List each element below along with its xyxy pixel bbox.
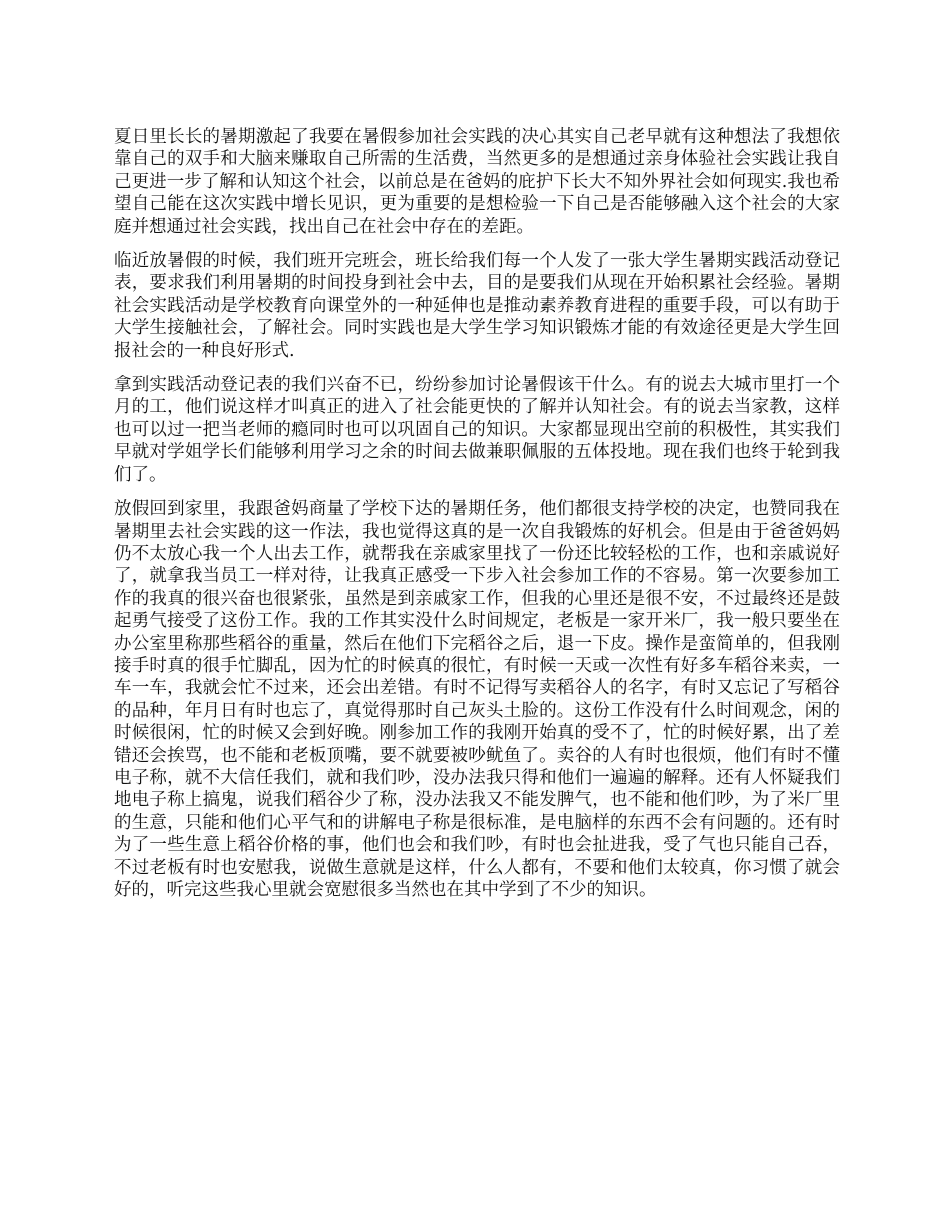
document-body (114, 126, 840, 913)
paragraph-2: 临近放暑假的时候，我们班开完班会，班长给我们每一个人发了一张大学生暑期实践活动登记表，要求我们利用暑期的时间投身到社会中去，目的是要我们从现在开始积累社会经验。暑期社会实践活动是学校教育向课堂外的一种延伸也是推动素养教育进程的重要手段，可以有助于大学生接触社会，了解社会。同时实践也是大学生学习知识锻炼才能的有效途径更是大学生回报社会的一种良好形式. (114, 251, 840, 361)
paragraph-1: 夏日里长长的暑期激起了我要在暑假参加社会实践的决心其实自己老早就有这种想法了我想依靠自己的双手和大脑来赚取自己所需的生活费，当然更多的是想通过亲身体验社会实践让我自己更进一步了解和认知这个社会，以前总是在爸妈的庇护下长大不知外界社会如何现实.我也希望自己能在这次实践中增长见识，更为重要的是想检验一下自己是否能够融入这个社会的大家庭并想通过社会实践，找出自己在社会中存在的差距。 (114, 127, 840, 237)
paragraph-4: 放假回到家里，我跟爸妈商量了学校下达的暑期任务，他们都很支持学校的决定，也赞同我在暑期里去社会实践的这一作法，我也觉得这真的是一次自我锻炼的好机会。但是由于爸爸妈妈仍不太放心我一个人出去工作，就帮我在亲戚家里找了一份还比较轻松的工作，也和亲戚说好了，就拿我当员工一样对待，让我真正感受一下步入社会参加工作的不容易。第一次要参加工作的我真的很兴奋也很紧张，虽然是到亲戚家工作，但我的心里还是很不安，不过最终还是鼓起勇气接受了这份工作。我的工作其实没什么时间规定，老板是一家开米厂，我一般只要坐在办公室里称那些稻谷的重量，然后在他们下完稻谷之后，退一下皮。操作是蛮简单的，但我刚接手时真的很手忙脚乱，因为忙的时候真的很忙，有时候一天或一次性有好多车稻谷来卖，一车一车，我就会忙不过来，还会出差错。有时不记得写卖稻谷人的名字，有时又忘记了写稻谷的品种，年月日有时也忘了，真觉得那时自己灰头土脸的。这份工作没有什么时间观念，闲的时候很闲，忙的时候又会到好晚。刚参加工作的我刚开始真的受不了，忙的时候好累，出了差错还会挨骂，也不能和老板顶嘴，要不就要被吵鱿鱼了。卖谷的人有时也很烦，他们有时不懂电子称，就不大信任我们，就和我们吵，没办法我只得和他们一遍遍的解释。还有人怀疑我们地电子称上搞鬼，说我们稻谷少了称，没办法我又不能发脾气，也不能和他们吵，为了米厂里的生意，只能和他们心平气和的讲解电子称是很标准，是电脑样的东西不会有问题的。还有时为了一些生意上稻谷价格的事，他们也会和我们吵，有时也会扯进我，受了气也只能自己吞，不过老板有时也安慰我，说做生意就是这样，什么人都有，不要和他们太较真，你习惯了就会好的，听完这些我心里就会宽慰很多当然也在其中学到了不少的知识。 (114, 499, 840, 900)
paragraph-3: 拿到实践活动登记表的我们兴奋不已，纷纷参加讨论暑假该干什么。有的说去大城市里打一个月的工，他们说这样才叫真正的进入了社会能更快的了解并认知社会。有的说去当家教，这样也可以过一把当老师的瘾同时也可以巩固自己的知识。大家都显现出空前的积极性，其实我们早就对学姐学长们能够利用学习之余的时间去做兼职佩服的五体投地。现在我们也终于轮到我们了。 (114, 375, 840, 485)
